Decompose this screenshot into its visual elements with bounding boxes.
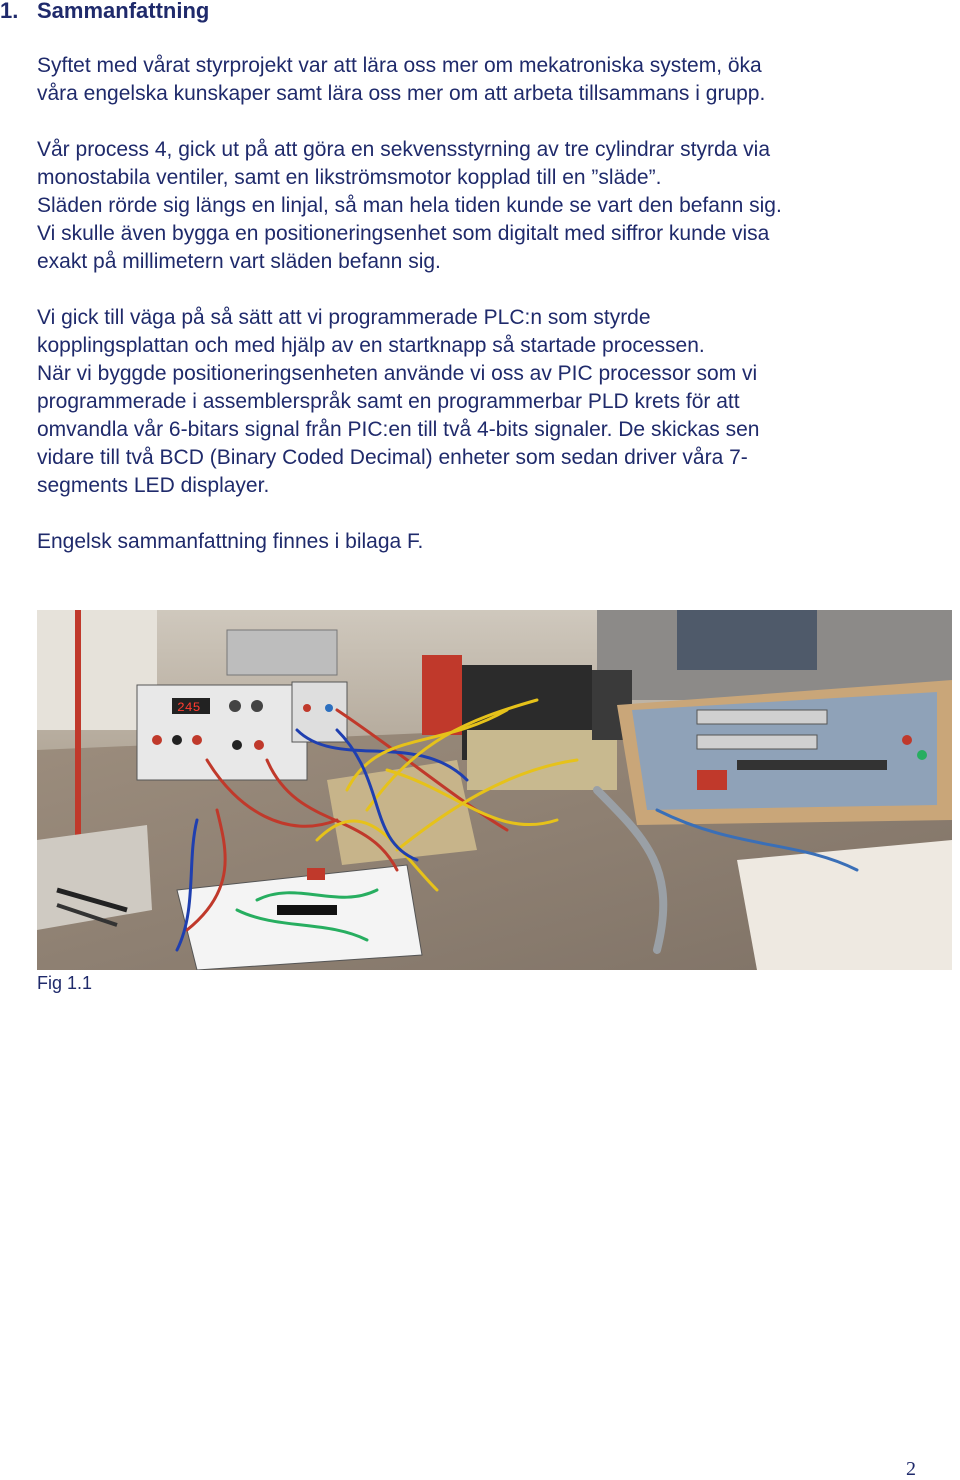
section-title: Sammanfattning — [37, 0, 210, 23]
paragraph-2 — [37, 136, 937, 276]
text-line: monostabila ventiler, samt en likströmsmotor kopplad till en ”släde”. — [37, 166, 662, 189]
text-line: våra engelska kunskaper samt lära oss mer om att arbeta tillsammans i grupp. — [37, 82, 766, 105]
text-line: omvandla vår 6-bitars signal från PIC:en till två 4-bits signaler. De skickas sen — [37, 418, 760, 441]
figure-caption: Fig 1.1 — [37, 973, 93, 993]
text-line: Vi skulle även bygga en positioneringsenhet som digitalt med siffror kunde visa — [37, 222, 770, 245]
text-line: Vi gick till väga på så sätt att vi programmerade PLC:n som styrde — [37, 306, 651, 329]
paragraph-1 — [37, 52, 937, 108]
paragraph-4 — [37, 528, 937, 556]
text-line: kopplingsplattan och med hjälp av en startknapp så startade processen. — [37, 334, 705, 357]
text-line: Syftet med vårat styrprojekt var att lära oss mer om mekatroniska system, öka — [37, 54, 762, 77]
display-reading: 245 — [177, 700, 201, 715]
section-heading — [0, 0, 209, 24]
text-line: Engelsk sammanfattning finnes i bilaga F. — [37, 530, 424, 553]
text-line: Vår process 4, gick ut på att göra en sekvensstyrning av tre cylindrar styrda via — [37, 138, 771, 161]
text-line: När vi byggde positioneringsenheten använde vi oss av PIC processor som vi — [37, 362, 758, 385]
text-line: exakt på millimetern vart släden befann sig. — [37, 250, 441, 273]
text-line: programmerade i assemblerspråk samt en programmerbar PLD krets för att — [37, 390, 740, 413]
paragraph-3 — [37, 304, 937, 500]
text-line: segments LED displayer. — [37, 474, 270, 497]
text-line: vidare till två BCD (Binary Coded Decimal) enheter som sedan driver våra 7- — [37, 446, 748, 469]
page-number: 2 — [906, 1458, 916, 1480]
section-number: 1. — [0, 0, 19, 23]
lab-setup-photo — [37, 610, 952, 970]
text-line: Släden rörde sig längs en linjal, så man hela tiden kunde se vart den befann sig. — [37, 194, 782, 217]
